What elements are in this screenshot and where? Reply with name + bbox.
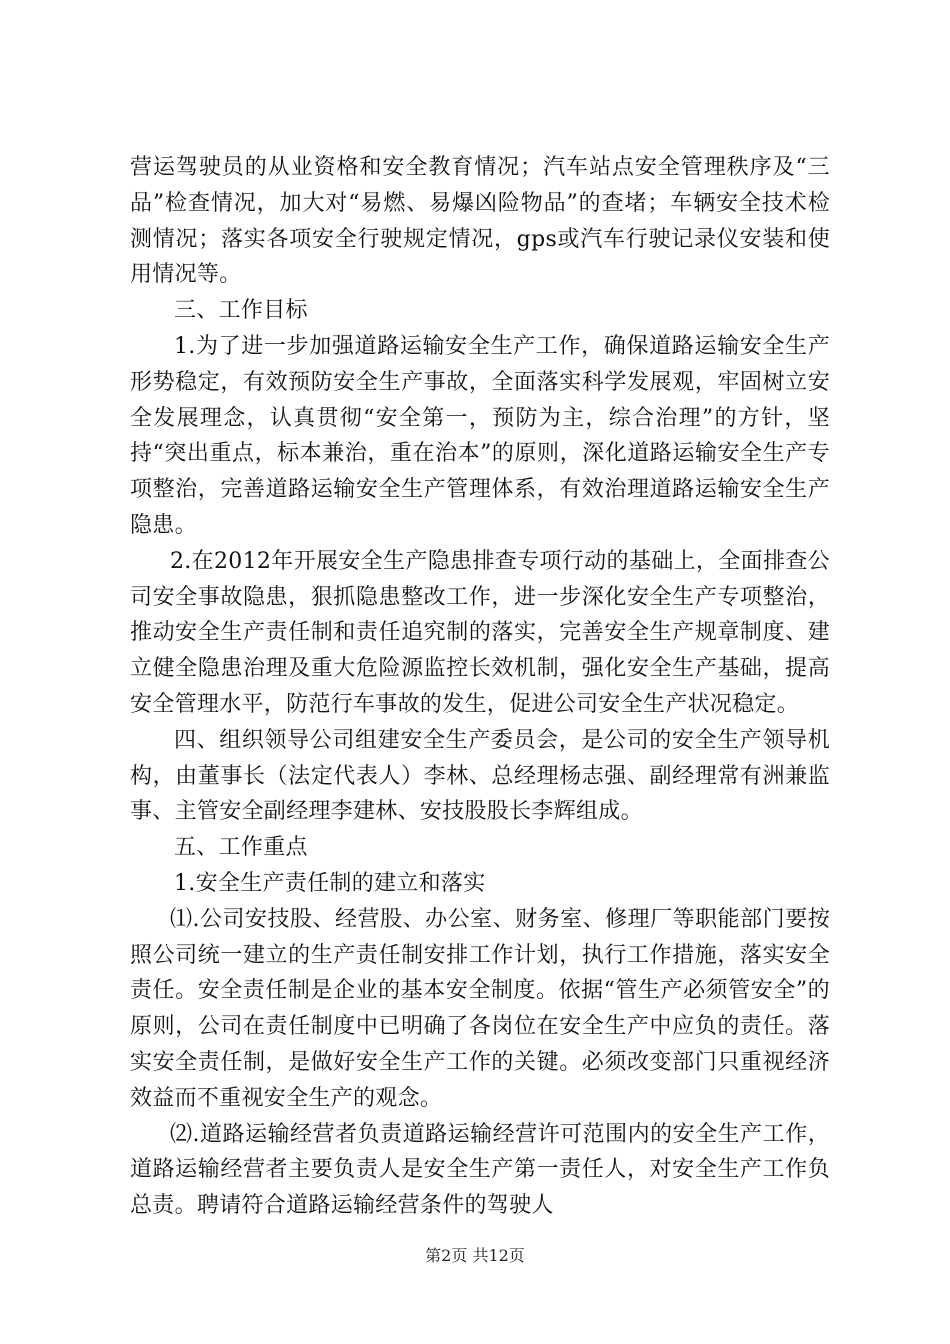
subheading-responsibility-system: 1.安全生产责任制的建立和落实 xyxy=(174,870,486,896)
page-footer: 第2页 共12页 xyxy=(425,1246,525,1265)
paragraph-item-2: ⑵.道路运输经营者负责道路运输经营许可范围内的安全生产工作，道路运输经营者主要负责人是安全生产第一责任人，对安全生产工作负总责。聘请符合道路运输经营条件的驾驶人 xyxy=(130,1121,830,1219)
document-body xyxy=(130,150,830,1224)
section-heading-work-goals: 三、工作目标 xyxy=(174,298,308,324)
paragraph-organization-leadership: 四、组织领导公司组建安全生产委员会，是公司的安全生产领导机构，由董事长（法定代表人）李林、总经理杨志强、副经理常有洲兼监事、主管安全副经理李建林、安技股股长李辉组成。 xyxy=(130,727,830,825)
paragraph-item-1: ⑴.公司安技股、经营股、办公室、财务室、修理厂等职能部门要按照公司统一建立的生产责任制安排工作计划，执行工作措施，落实安全责任。安全责任制是企业的基本安全制度。依据“管生产必须管安全”的原则，公司在责任制度中已明确了各岗位在安全生产中应负的责任。落实安全责任制，是做好安全生产工作的关键。必须改变部门只重视经济效益而不重视安全生产的观念。 xyxy=(130,906,830,1111)
paragraph-goal-2: 2.在2012年开展安全生产隐患排查专项行动的基础上，全面排查公司安全事故隐患，狠抓隐患整改工作，进一步深化安全生产专项整治，推动安全生产责任制和责任追究制的落实，完善安全生产规章制度、建立健全隐患治理及重大危险源监控长效机制，强化安全生产基础，提高安全管理水平，防范行车事故的发生，促进公司安全生产状况稳定。 xyxy=(130,548,830,717)
section-heading-work-focus: 五、工作重点 xyxy=(174,835,308,861)
paragraph-goal-1: 1.为了进一步加强道路运输安全生产工作，确保道路运输安全生产形势稳定，有效预防安全生产事故，全面落实科学发展观，牢固树立安全发展理念，认真贯彻“安全第一，预防为主，综合治理”的方针，坚持“突出重点，标本兼治，重在治本”的原则，深化道路运输安全生产专项整治，完善道路运输安全生产管理体系，有效治理道路运输安全生产隐患。 xyxy=(130,333,830,538)
paragraph-inspection-items: 营运驾驶员的从业资格和安全教育情况；汽车站点安全管理秩序及“三品”检查情况，加大对“易燃、易爆凶险物品”的查堵；车辆安全技术检测情况；落实各项安全行驶规定情况，gps或汽车行驶记录仪安装和使用情况等。 xyxy=(130,155,830,288)
